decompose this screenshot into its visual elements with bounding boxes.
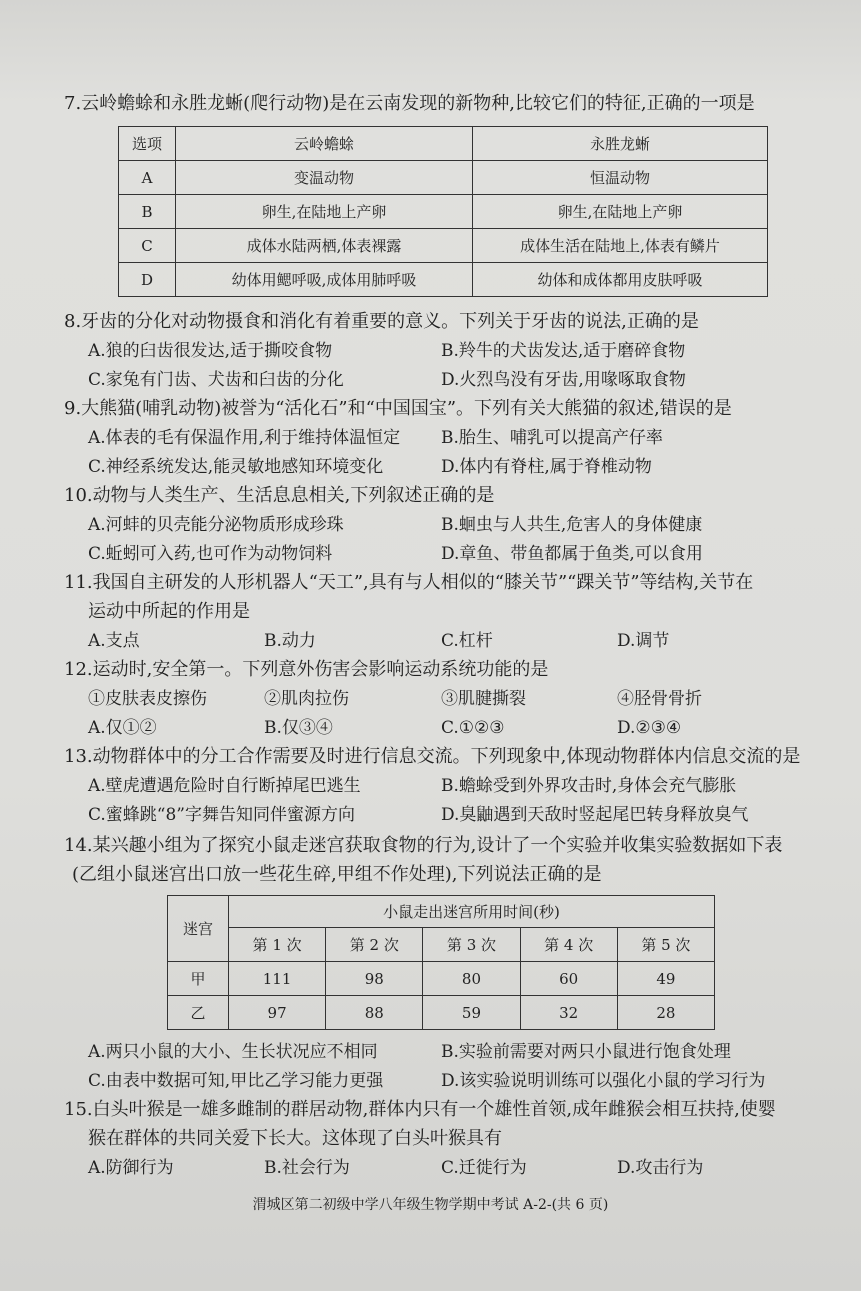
table-cell: 97 [229,996,326,1030]
table-row [168,962,715,996]
table-header-cell: 云岭蟾蜍 [176,127,473,161]
option-c[interactable]: C.蚯蚓可入药,也可作为动物饲料 [88,544,333,564]
table-cell: 幼体和成体都用皮肤呼吸 [473,263,768,297]
option-d[interactable]: D.体内有脊柱,属于脊椎动物 [441,457,652,477]
option-d[interactable]: D.攻击行为 [617,1158,704,1178]
option-c[interactable]: C.神经系统发达,能灵敏地感知环境变化 [88,457,384,477]
option-d[interactable]: D.火烈鸟没有牙齿,用喙啄取食物 [441,370,686,390]
table-header-row [119,127,768,161]
table-header-cell: 第 1 次 [229,928,326,962]
table-header-row [168,896,715,928]
table-cell: B [119,195,176,229]
table-cell: 成体水陆两栖,体表裸露 [176,229,473,263]
option-c[interactable]: C.家兔有门齿、犬齿和臼齿的分化 [88,370,344,390]
table-cell: 成体生活在陆地上,体表有鳞片 [473,229,768,263]
question-15-stem-cont: 猴在群体的共同关爱下长大。这体现了白头叶猴具有 [88,1128,502,1149]
table-cell: 幼体用鳃呼吸,成体用肺呼吸 [176,263,473,297]
table-header-cell: 小鼠走出迷宫所用时间(秒) [229,896,715,928]
option-d[interactable]: D.该实验说明训练可以强化小鼠的学习行为 [441,1071,766,1091]
option-a[interactable]: A.河蚌的贝壳能分泌物质形成珍珠 [88,515,344,535]
question-14-stem-cont: (乙组小鼠迷宫出口放一些花生碎,甲组不作处理),下列说法正确的是 [72,864,602,885]
option-d[interactable]: D.调节 [617,631,670,651]
table-corner-cell: 迷宫 [168,896,229,962]
option-b[interactable]: B.蛔虫与人共生,危害人的身体健康 [441,515,703,535]
question-14-stem: 14.某兴趣小组为了探究小鼠走迷宫获取食物的行为,设计了一个实验并收集实验数据如下表 [64,835,783,856]
option-c[interactable]: C.①②③ [441,718,505,738]
table-row [119,195,768,229]
option-b[interactable]: B.社会行为 [264,1158,350,1178]
option-a[interactable]: A.仅①② [88,718,157,738]
question-9-stem: 9.大熊猫(哺乳动物)被誉为“活化石”和“中国国宝”。下列有关大熊猫的叙述,错误的是 [64,398,732,419]
option-b[interactable]: B.蟾蜍受到外界攻击时,身体会充气膨胀 [441,776,737,796]
option-c[interactable]: C.蜜蜂跳“8”字舞告知同伴蜜源方向 [88,805,356,825]
option-d[interactable]: D.②③④ [617,718,682,738]
table-header-cell: 第 3 次 [423,928,520,962]
table-cell: D [119,263,176,297]
option-c[interactable]: C.由表中数据可知,甲比乙学习能力更强 [88,1071,384,1091]
table-cell: 60 [520,962,617,996]
question-8-stem: 8.牙齿的分化对动物摄食和消化有着重要的意义。下列关于牙齿的说法,正确的是 [64,311,699,332]
statement-3: ③肌腱撕裂 [441,689,526,709]
question-11-stem-cont: 运动中所起的作用是 [88,601,250,622]
option-a[interactable]: A.体表的毛有保温作用,利于维持体温恒定 [88,428,401,448]
table-cell: 49 [617,962,714,996]
option-a[interactable]: A.狼的臼齿很发达,适于撕咬食物 [88,341,333,361]
table-cell: A [119,161,176,195]
option-b[interactable]: B.仅③④ [264,718,333,738]
table-cell: C [119,229,176,263]
question-7-stem: 7.云岭蟾蜍和永胜龙蜥(爬行动物)是在云南发现的新物种,比较它们的特征,正确的一项是 [64,93,755,114]
table-header-row [168,928,715,962]
table-header-cell: 永胜龙蜥 [473,127,768,161]
table-cell: 卵生,在陆地上产卵 [473,195,768,229]
statement-1: ①皮肤表皮擦伤 [88,689,207,709]
table-cell: 28 [617,996,714,1030]
table-cell: 甲 [168,962,229,996]
option-a[interactable]: A.防御行为 [88,1158,174,1178]
page-footer: 渭城区第二初级中学八年级生物学期中考试 A-2-(共 6 页) [252,1197,609,1213]
option-b[interactable]: B.实验前需要对两只小鼠进行饱食处理 [441,1042,731,1062]
option-b[interactable]: B.羚牛的犬齿发达,适于磨碎食物 [441,341,686,361]
table-header-cell: 第 2 次 [326,928,423,962]
question-11-stem: 11.我国自主研发的人形机器人“天工”,具有与人相似的“膝关节”“踝关节”等结构,关节在 [64,572,754,593]
table-header-cell: 第 5 次 [617,928,714,962]
option-b[interactable]: B.胎生、哺乳可以提高产仔率 [441,428,663,448]
option-b[interactable]: B.动力 [264,631,316,651]
statement-2: ②肌肉拉伤 [264,689,349,709]
question-13-stem: 13.动物群体中的分工合作需要及时进行信息交流。下列现象中,体现动物群体内信息交流的是 [64,746,801,767]
table-row [119,161,768,195]
question-7-table [118,126,768,297]
option-a[interactable]: A.壁虎遭遇危险时自行断掉尾巴逃生 [88,776,361,796]
table-cell: 乙 [168,996,229,1030]
option-d[interactable]: D.章鱼、带鱼都属于鱼类,可以食用 [441,544,703,564]
table-header-cell: 第 4 次 [520,928,617,962]
table-cell: 变温动物 [176,161,473,195]
table-header-cell: 选项 [119,127,176,161]
question-14-table [167,895,715,1030]
table-row [119,263,768,297]
table-row [119,229,768,263]
table-cell: 80 [423,962,520,996]
table-cell: 98 [326,962,423,996]
option-c[interactable]: C.杠杆 [441,631,493,651]
table-cell: 111 [229,962,326,996]
question-10-stem: 10.动物与人类生产、生活息息相关,下列叙述正确的是 [64,485,495,506]
option-a[interactable]: A.两只小鼠的大小、生长状况应不相同 [88,1042,378,1062]
option-d[interactable]: D.臭鼬遇到天敌时竖起尾巴转身释放臭气 [441,805,749,825]
table-cell: 卵生,在陆地上产卵 [176,195,473,229]
table-row [168,996,715,1030]
table-cell: 32 [520,996,617,1030]
statement-4: ④胫骨骨折 [617,689,702,709]
question-12-stem: 12.运动时,安全第一。下列意外伤害会影响运动系统功能的是 [64,659,549,680]
table-cell: 88 [326,996,423,1030]
option-a[interactable]: A.支点 [88,631,140,651]
option-c[interactable]: C.迁徙行为 [441,1158,527,1178]
question-15-stem: 15.白头叶猴是一雄多雌制的群居动物,群体内只有一个雄性首领,成年雌猴会相互扶持,使婴 [64,1099,776,1120]
table-cell: 59 [423,996,520,1030]
table-cell: 恒温动物 [473,161,768,195]
